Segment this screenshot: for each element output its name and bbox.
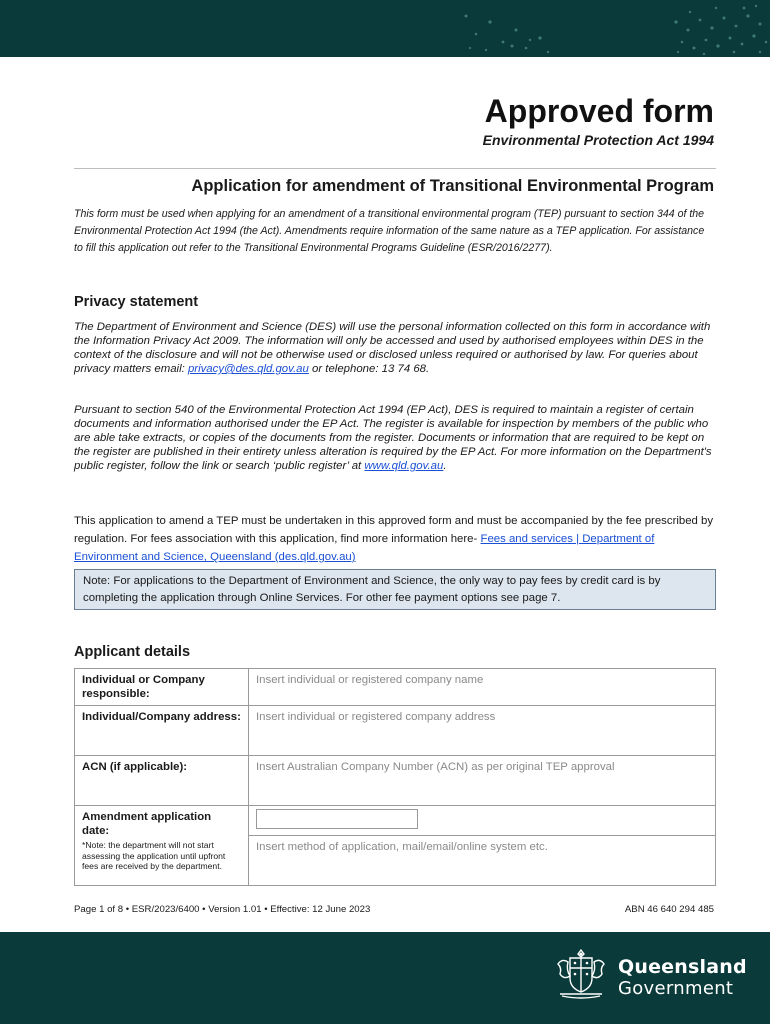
table-row <box>75 756 716 806</box>
company-name-field[interactable]: Insert individual or registered company name <box>249 669 716 706</box>
form-heading: Application for amendment of Transitional Environmental Program <box>191 177 714 195</box>
amendment-date-label-cell <box>75 806 249 886</box>
privacy-heading: Privacy statement <box>74 294 199 310</box>
privacy-tail-1: or telephone: 13 74 68. <box>308 363 430 375</box>
brand-line-2: Government <box>618 978 734 999</box>
privacy-paragraph-1 <box>74 320 716 376</box>
fees-link[interactable]: Fees and services | Department of Environment and Science, Queensland (des.qld.gov.au) <box>74 533 655 563</box>
company-address-label: Individual/Company address: <box>75 706 249 756</box>
privacy-tail-2: . <box>443 460 447 472</box>
header-band <box>0 0 770 57</box>
page-title: Approved form <box>484 93 714 129</box>
queensland-government-wordmark <box>618 956 747 1000</box>
fee-warning-note: *Note: the department will not start assessing the application until upfront fees are received by the department. <box>82 840 226 871</box>
fee-note-box: Note: For applications to the Department of Environment and Science, the only way to pay fees by credit card is by completing the application through Online Services. For other fee payment options see page 7. <box>74 569 716 610</box>
privacy-email-link[interactable]: privacy@des.qld.gov.au <box>187 363 309 375</box>
application-method-field[interactable]: Insert method of application, mail/email/online system etc. <box>249 836 716 886</box>
queensland-crest-icon <box>552 946 610 1000</box>
table-row <box>75 806 716 836</box>
acn-label: ACN (if applicable): <box>75 756 249 806</box>
divider <box>74 168 716 169</box>
qld-gov-link[interactable]: www.qld.gov.au <box>364 460 444 472</box>
privacy-paragraph-2 <box>74 403 716 473</box>
applicant-details-table <box>74 668 716 886</box>
company-name-label: Individual or Company responsible: <box>75 669 249 706</box>
footer-abn: ABN 46 640 294 485 <box>624 904 714 915</box>
intro-text: This form must be used when applying for an amendment of a transitional environmental program (TEP) pursuant to section 344 of the Environmental Protection Act 1994 (the Act). Amendments require information of the same nature as a TEP application. For assistance to fill this application out refer to the Transitional Environmental Programs Guideline (ESR/2016/2277). <box>74 208 705 254</box>
table-row <box>75 706 716 756</box>
privacy-text-2: Pursuant to section 540 of the Environmental Protection Act 1994 (EP Act), DES is required to maintain a register of certain documents and information authorised under the EP Act. The register is available for inspection by members of the public who are able take extracts, or copies of the documents from the register. Documents or information that are required to be kept on the register are published in their entirety unless alteration is required by the EP Act. For more information on the Department's public register, follow the link or search ‘public register’ at <box>74 404 712 472</box>
amendment-date-label: Amendment application date: <box>82 811 212 837</box>
acn-field[interactable]: Insert Australian Company Number (ACN) as per original TEP approval <box>249 756 716 806</box>
applicant-heading: Applicant details <box>74 644 191 660</box>
company-address-field[interactable]: Insert individual or registered company address <box>249 706 716 756</box>
privacy-text-1: The Department of Environment and Science (DES) will use the personal information collected on this form in accordance with the Information Privacy Act 2009. The information will only be accessed and used by authorised employees within DES in the context of the disclosure and will not be otherwise used or disclosed unless required or authorised by law. For queries about privacy matters email: <box>74 321 711 375</box>
fees-text: This application to amend a TEP must be undertaken in this approved form and must be accompanied by the fee prescribed by regulation. For fees association with this application, find more information here- <box>74 515 714 545</box>
amendment-date-input[interactable] <box>256 809 418 829</box>
dot-pattern-decoration <box>0 0 770 57</box>
brand-line-1: Queensland <box>618 956 747 978</box>
page-subtitle: Environmental Protection Act 1994 <box>482 132 714 148</box>
table-row <box>75 669 716 706</box>
amendment-date-cell <box>249 806 716 836</box>
fees-paragraph <box>74 512 716 566</box>
footer-page-info: Page 1 of 8 • ESR/2023/6400 • Version 1.01 • Effective: 12 June 2023 <box>74 904 371 915</box>
